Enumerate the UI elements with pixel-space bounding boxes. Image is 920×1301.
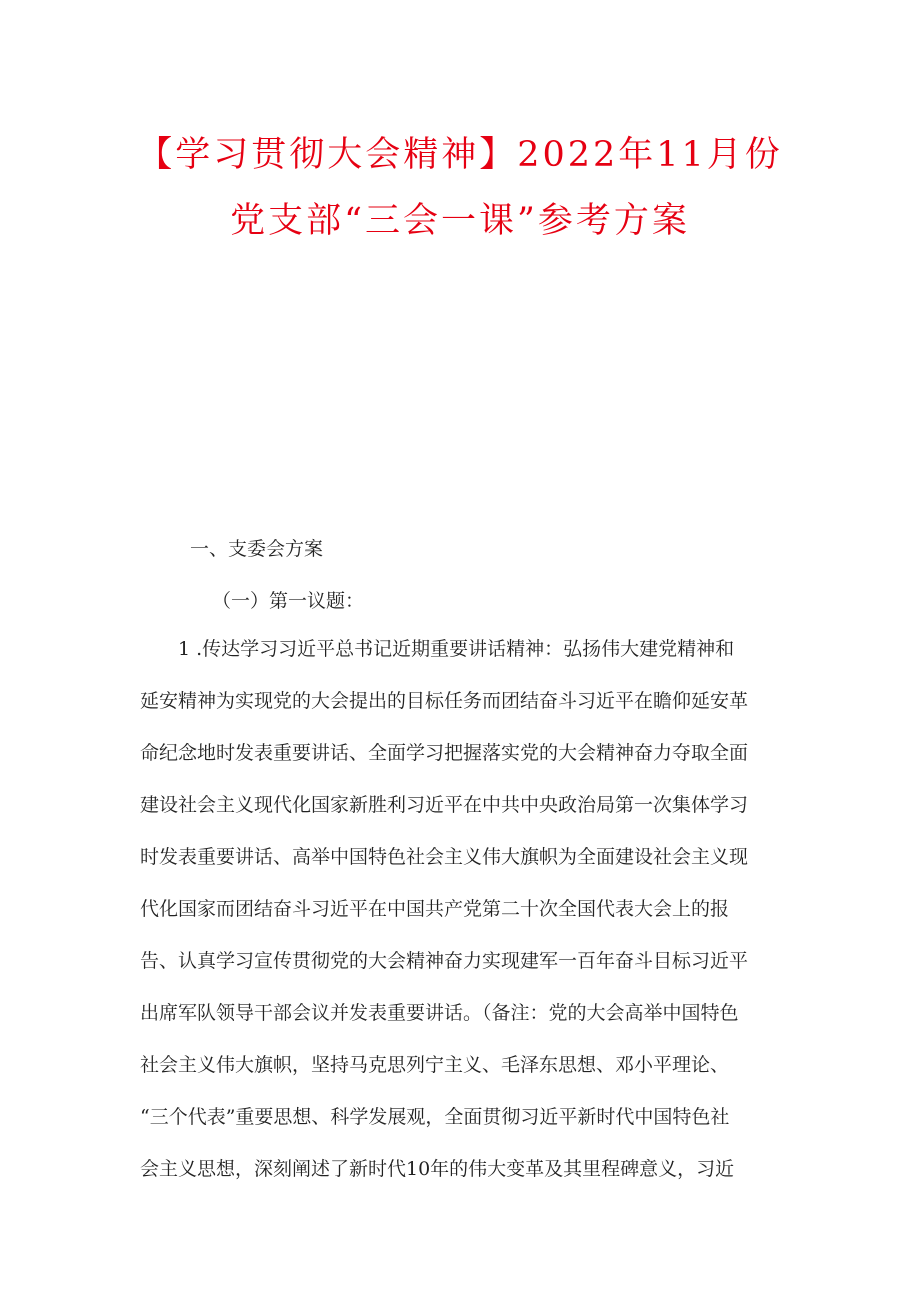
paragraph-line: “三个代表”重要思想、科学发展观，全面贯彻习近平新时代中国特色社	[140, 1106, 730, 1128]
subsection-heading: （一）第一议题：	[212, 590, 365, 612]
title-line-1: 【学习贯彻大会精神】2022年11月份	[137, 135, 783, 175]
paragraph-line: 会主义思想，深刻阐述了新时代10年的伟大变革及其里程碑意义，习近	[140, 1158, 735, 1180]
paragraph-line: 告、认真学习宣传贯彻党的大会精神奋力实现建军一百年奋斗目标习近平	[140, 950, 749, 972]
paragraph-line: 延安精神为实现党的大会提出的目标任务而团结奋斗习近平在瞻仰延安革	[140, 690, 749, 712]
paragraph-line: 出席军队领导干部会议并发表重要讲话。（备注：党的大会高举中国特色	[140, 1002, 739, 1024]
title-line-2: 党支部“三会一课”参考方案	[230, 201, 690, 241]
paragraph-line: 时发表重要讲话、高举中国特色社会主义伟大旗帜为全面建设社会主义现	[140, 846, 749, 868]
paragraph-line: 社会主义伟大旗帜，坚持马克思列宁主义、毛泽东思想、邓小平理论、	[140, 1054, 730, 1076]
paragraph-line: 建设社会主义现代化国家新胜利习近平在中共中央政治局第一次集体学习	[140, 794, 749, 816]
document-title	[0, 122, 920, 254]
paragraph-line: 命纪念地时发表重要讲话、全面学习把握落实党的大会精神奋力夺取全面	[140, 742, 749, 764]
paragraph-line: 1 .传达学习习近平总书记近期重要讲话精神：弘扬伟大建党精神和	[178, 638, 735, 660]
paragraph-line: 代化国家而团结奋斗习近平在中国共产党第二十次全国代表大会上的报	[140, 898, 730, 920]
section-heading: 一、支委会方案	[190, 538, 324, 560]
